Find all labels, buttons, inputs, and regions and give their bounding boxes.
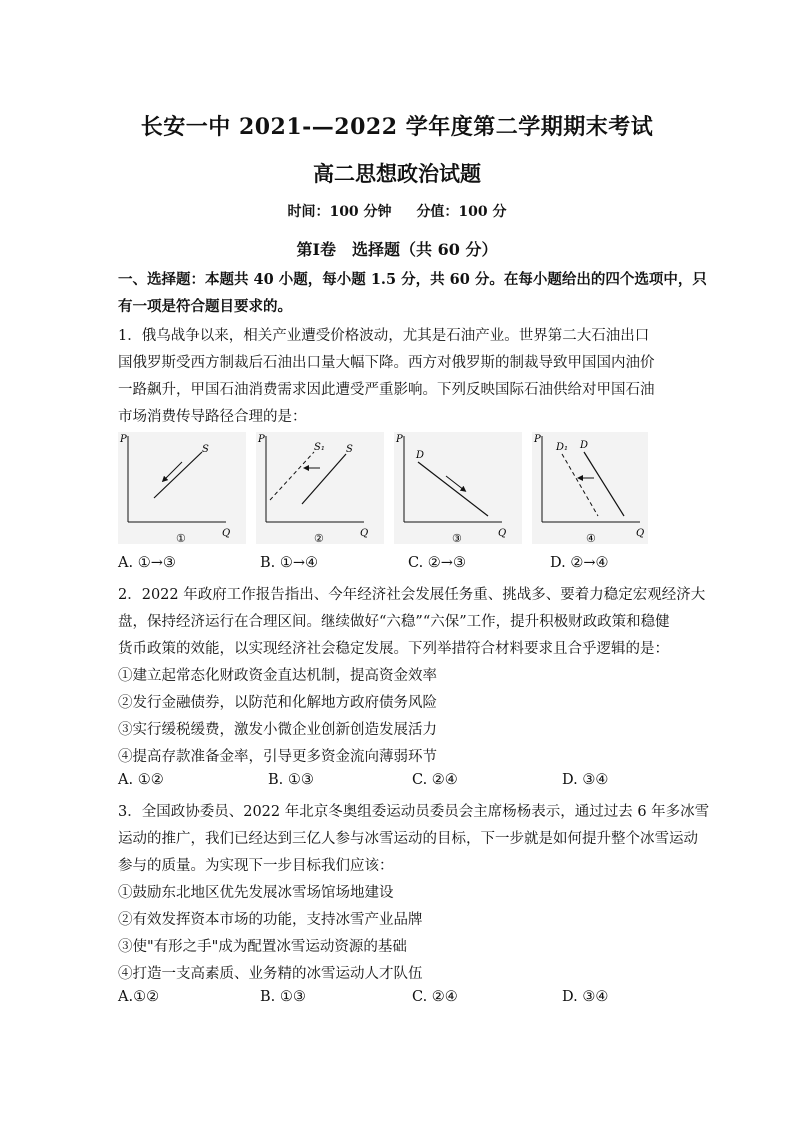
axis-p-label: P bbox=[120, 434, 127, 445]
q3-stem-line-3: 参与的质量。为实现下一步目标我们应该： bbox=[118, 858, 394, 874]
q3-stem-line-1: 3．全国政协委员、2022 年北京冬奥组委运动员委员会主席杨杨表示，通过过去 6 年多冰雪 bbox=[118, 804, 710, 820]
exam-meta bbox=[0, 201, 794, 221]
q2-stem-line-3: 货币政策的效能，以实现经济社会稳定发展。下列举措符合材料要求且合乎逻辑的是： bbox=[118, 641, 669, 657]
q1-option-d[interactable]: D. ②→④ bbox=[550, 555, 609, 571]
q3-item-2: ②有效发挥资本市场的功能，支持冰雪产业品牌 bbox=[118, 912, 423, 928]
q3-option-d[interactable]: D. ③④ bbox=[562, 989, 609, 1005]
exam-subtitle: 高二思想政治试题 bbox=[313, 161, 481, 186]
section-heading: 第Ⅰ卷 选择题（共 60 分） bbox=[296, 240, 498, 259]
curve-s-label: S bbox=[202, 444, 209, 455]
graph-4-number: ④ bbox=[586, 532, 596, 545]
curve-s-label: S bbox=[346, 444, 353, 455]
q1-option-a[interactable]: A. ①→③ bbox=[118, 555, 176, 571]
q2-item-2: ②发行金融债券，以防范和化解地方政府债务风险 bbox=[118, 695, 437, 711]
q2-stem-line-1: 2．2022 年政府工作报告指出、今年经济社会发展任务重、挑战多、要着力稳定宏观经济大 bbox=[118, 587, 706, 603]
q2-option-b[interactable]: B. ①③ bbox=[268, 772, 314, 788]
q2-item-3: ③实行缓税缓费，激发小微企业创新创造发展活力 bbox=[118, 722, 437, 738]
q3-option-b[interactable]: B. ①③ bbox=[260, 989, 306, 1005]
q1-option-c[interactable]: C. ②→③ bbox=[408, 555, 466, 571]
graph-4 bbox=[532, 432, 648, 545]
q3-stem-line-2: 运动的推广，我们已经达到三亿人参与冰雪运动的目标，下一步就是如何提升整个冰雪运动 bbox=[118, 831, 698, 847]
graph-1 bbox=[118, 432, 246, 545]
q2-item-4: ④提高存款准备金率，引导更多资金流向薄弱环节 bbox=[118, 749, 437, 765]
q1-stem-line-3: 一路飙升，甲国石油消费需求因此遭受严重影响。下列反映国际石油供给对甲国石油 bbox=[118, 382, 655, 398]
exam-title: 长安一中 2021-—2022 学年度第二学期期末考试 bbox=[140, 114, 654, 140]
q2-option-c[interactable]: C. ②④ bbox=[412, 772, 458, 788]
axis-p-label: P bbox=[258, 434, 265, 445]
instructions-line-1: 一、选择题：本题共 40 小题，每小题 1.5 分，共 60 分。在每小题给出的四个选项中，只 bbox=[118, 271, 707, 288]
q1-stem-line-2: 国俄罗斯受西方制裁后石油出口量大幅下降。西方对俄罗斯的制裁导致甲国国内油价 bbox=[118, 355, 655, 371]
score-total: 分值：100 分 bbox=[416, 204, 507, 220]
q3-item-3: ③使"有形之手"成为配置冰雪运动资源的基础 bbox=[118, 939, 407, 955]
instructions-line-2: 有一项是符合题目要求的。 bbox=[118, 298, 292, 315]
axis-p-label: P bbox=[396, 434, 403, 445]
q3-item-1: ①鼓励东北地区优先发展冰雪场馆场地建设 bbox=[118, 885, 394, 901]
axis-q-label: Q bbox=[636, 528, 645, 539]
axis-q-label: Q bbox=[360, 528, 369, 539]
q2-stem-line-2: 盘，保持经济运行在合理区间。继续做好“六稳”“六保”工作，提升积极财政政策和稳健 bbox=[118, 614, 670, 630]
axis-q-label: Q bbox=[498, 528, 507, 539]
curve-d1-label: D₁ bbox=[556, 442, 569, 453]
q3-option-a[interactable]: A.①② bbox=[118, 989, 160, 1005]
q1-stem-line-1: 1．俄乌战争以来，相关产业遭受价格波动，尤其是石油产业。世界第二大石油出口 bbox=[118, 328, 650, 344]
graph-3 bbox=[394, 432, 522, 545]
q3-option-c[interactable]: C. ②④ bbox=[412, 989, 458, 1005]
curve-s1-label: S₁ bbox=[314, 442, 325, 453]
graph-1-number: ① bbox=[176, 532, 186, 545]
q2-option-d[interactable]: D. ③④ bbox=[562, 772, 609, 788]
q3-item-4: ④打造一支高素质、业务精的冰雪运动人才队伍 bbox=[118, 966, 423, 982]
axis-p-label: P bbox=[534, 434, 541, 445]
q2-item-1: ①建立起常态化财政资金直达机制，提高资金效率 bbox=[118, 668, 437, 684]
time-limit: 时间：100 分钟 bbox=[287, 204, 392, 220]
q1-option-b[interactable]: B. ①→④ bbox=[260, 555, 319, 571]
graph-2-number: ② bbox=[314, 532, 324, 545]
curve-d-label: D bbox=[580, 440, 589, 451]
curve-d-label: D bbox=[416, 450, 425, 461]
q1-stem-line-4: 市场消费传导路径合理的是： bbox=[118, 409, 307, 425]
axis-q-label: Q bbox=[222, 528, 231, 539]
graph-2 bbox=[256, 432, 384, 545]
q2-option-a[interactable]: A. ①② bbox=[118, 772, 164, 788]
supply-demand-graphs bbox=[118, 432, 648, 548]
graph-3-number: ③ bbox=[452, 532, 462, 545]
